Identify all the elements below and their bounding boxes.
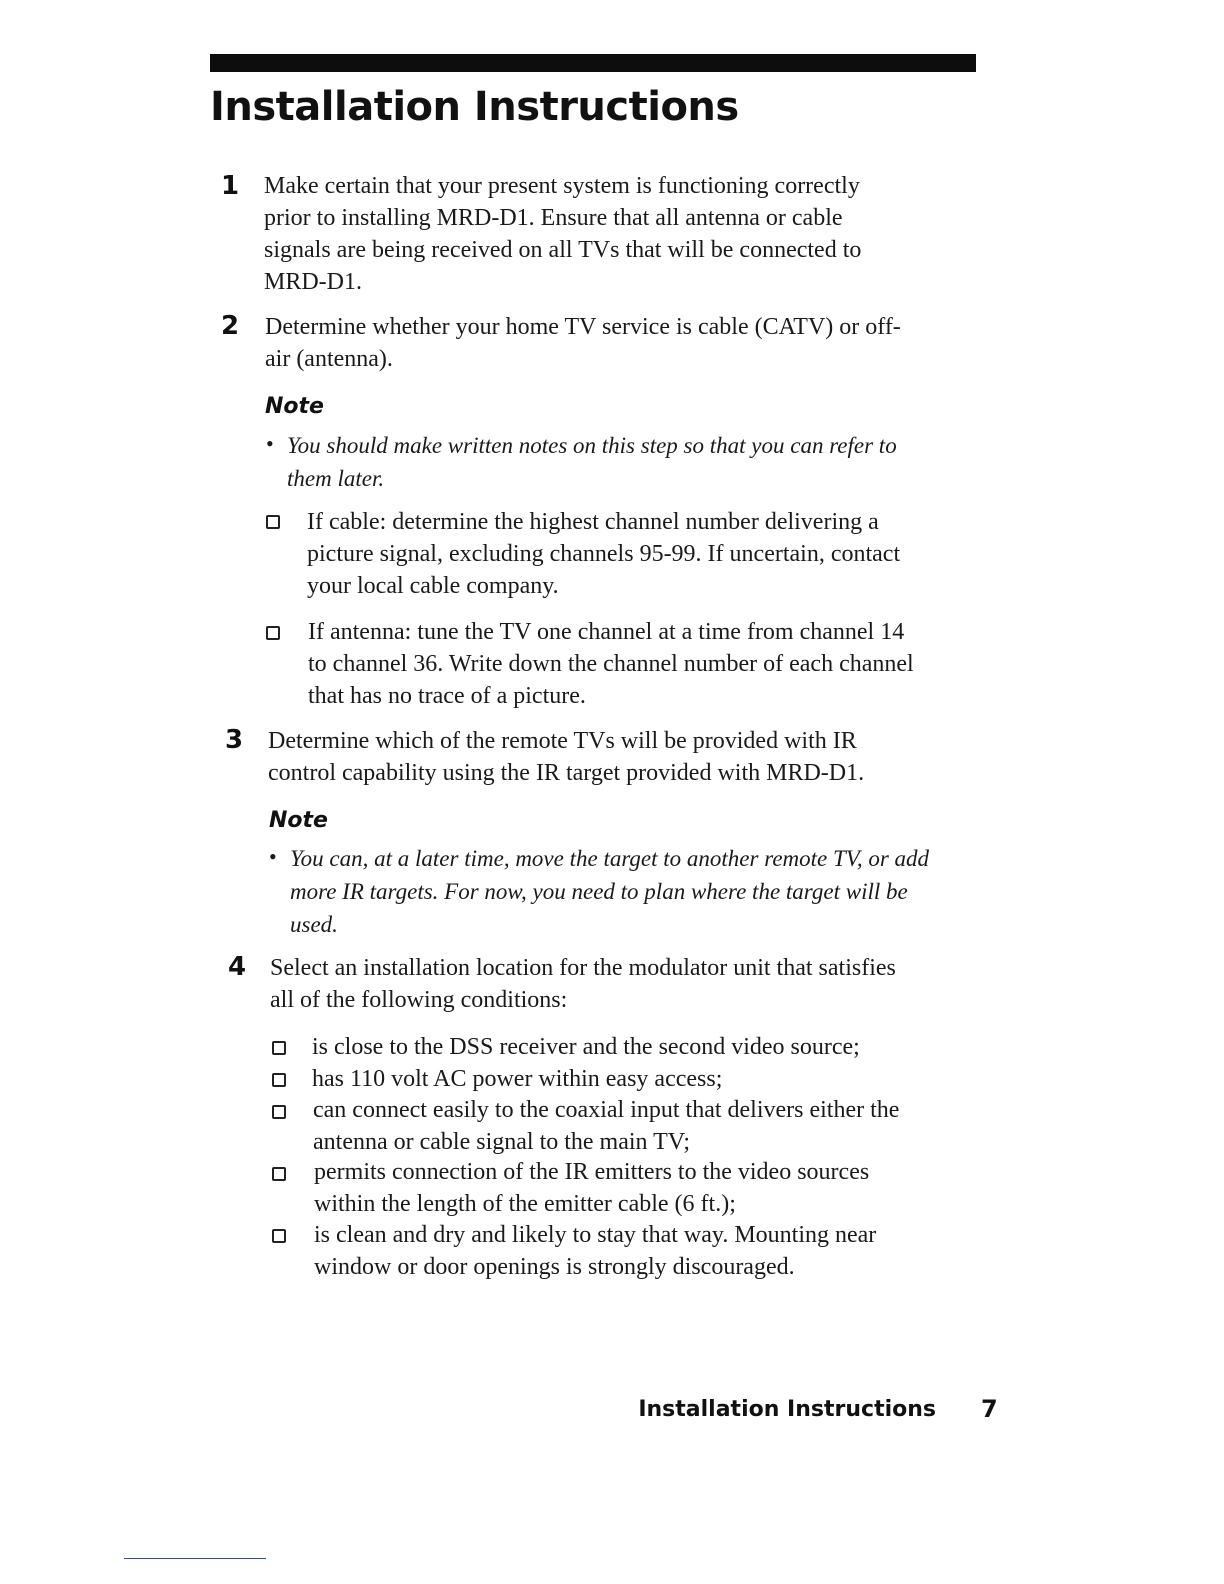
checkbox-icon (272, 1041, 286, 1055)
text-line: Determine which of the remote TVs will be provided with IR (268, 728, 857, 754)
checklist-item (314, 1219, 876, 1283)
text-line: all of the following conditions: (270, 987, 568, 1013)
checklist-item (312, 1031, 860, 1063)
text-line: your local cable company. (307, 573, 559, 599)
step-4-number: 4 (228, 952, 247, 982)
checkbox-icon (272, 1105, 286, 1119)
checklist-item (308, 616, 914, 712)
text-line: them later. (287, 466, 385, 491)
text-line: prior to installing MRD-D1. Ensure that all antenna or cable (264, 205, 843, 231)
text-line: can connect easily to the coaxial input that delivers either the (313, 1097, 900, 1123)
text-line: that has no trace of a picture. (308, 683, 586, 709)
checklist-item (314, 1156, 869, 1220)
step-1-number: 1 (221, 171, 240, 201)
text-line: is clean and dry and likely to stay that way. Mounting near (314, 1222, 877, 1248)
bullet-icon: • (269, 844, 277, 869)
step-1-text (264, 170, 861, 298)
text-line: permits connection of the IR emitters to the video sources (314, 1159, 870, 1185)
text-line: antenna or cable signal to the main TV; (313, 1129, 690, 1155)
text-line: You should make written notes on this step so that you can refer to (287, 433, 897, 458)
checkbox-icon (272, 1229, 286, 1243)
checklist-item (312, 1063, 722, 1095)
text-line: If cable: determine the highest channel number delivering a (307, 509, 879, 535)
text-line: used. (290, 912, 338, 937)
checkbox-icon (266, 626, 280, 640)
text-line: picture signal, excluding channels 95-99. If uncertain, contact (307, 541, 901, 567)
text-line: window or door openings is strongly discouraged. (314, 1254, 795, 1280)
checklist-item (313, 1094, 899, 1158)
text-line: air (antenna). (265, 346, 393, 372)
note-text (287, 429, 897, 495)
text-line: signals are being received on all TVs that will be connected to (264, 237, 862, 263)
page-title: Installation Instructions (210, 84, 739, 130)
checkbox-icon (272, 1073, 286, 1087)
page-number: 7 (981, 1395, 998, 1423)
checkbox-icon (266, 515, 280, 529)
text-line: Select an installation location for the modulator unit that satisfies (270, 955, 896, 981)
step-4-text (270, 952, 896, 1016)
text-line: control capability using the IR target provided with MRD-D1. (268, 760, 865, 786)
step-3-text (268, 725, 864, 789)
text-line: If antenna: tune the TV one channel at a time from channel 14 (308, 619, 905, 645)
text-line: Make certain that your present system is functioning correctly (264, 173, 860, 199)
text-line: is close to the DSS receiver and the second video source; (312, 1034, 860, 1060)
footer-section-title: Installation Instructions (638, 1397, 936, 1422)
checkbox-icon (272, 1167, 286, 1181)
text-line: has 110 volt AC power within easy access; (312, 1066, 723, 1092)
bottom-rule (124, 1558, 266, 1559)
text-line: You can, at a later time, move the target to another remote TV, or add (290, 846, 930, 871)
note-label: Note (265, 394, 324, 419)
text-line: within the length of the emitter cable (6 ft.); (314, 1191, 736, 1217)
step-2-number: 2 (221, 311, 240, 341)
text-line: Determine whether your home TV service is cable (CATV) or off- (265, 314, 901, 340)
step-3-number: 3 (225, 725, 244, 755)
text-line: more IR targets. For now, you need to plan where the target will be (290, 879, 908, 904)
step-2-text (265, 311, 901, 375)
header-rule (210, 54, 976, 72)
note-label: Note (269, 808, 328, 833)
text-line: to channel 36. Write down the channel number of each channel (308, 651, 914, 677)
text-line: MRD-D1. (264, 269, 363, 295)
checklist-item (307, 506, 900, 602)
note-text (290, 842, 929, 941)
bullet-icon: • (266, 431, 274, 456)
